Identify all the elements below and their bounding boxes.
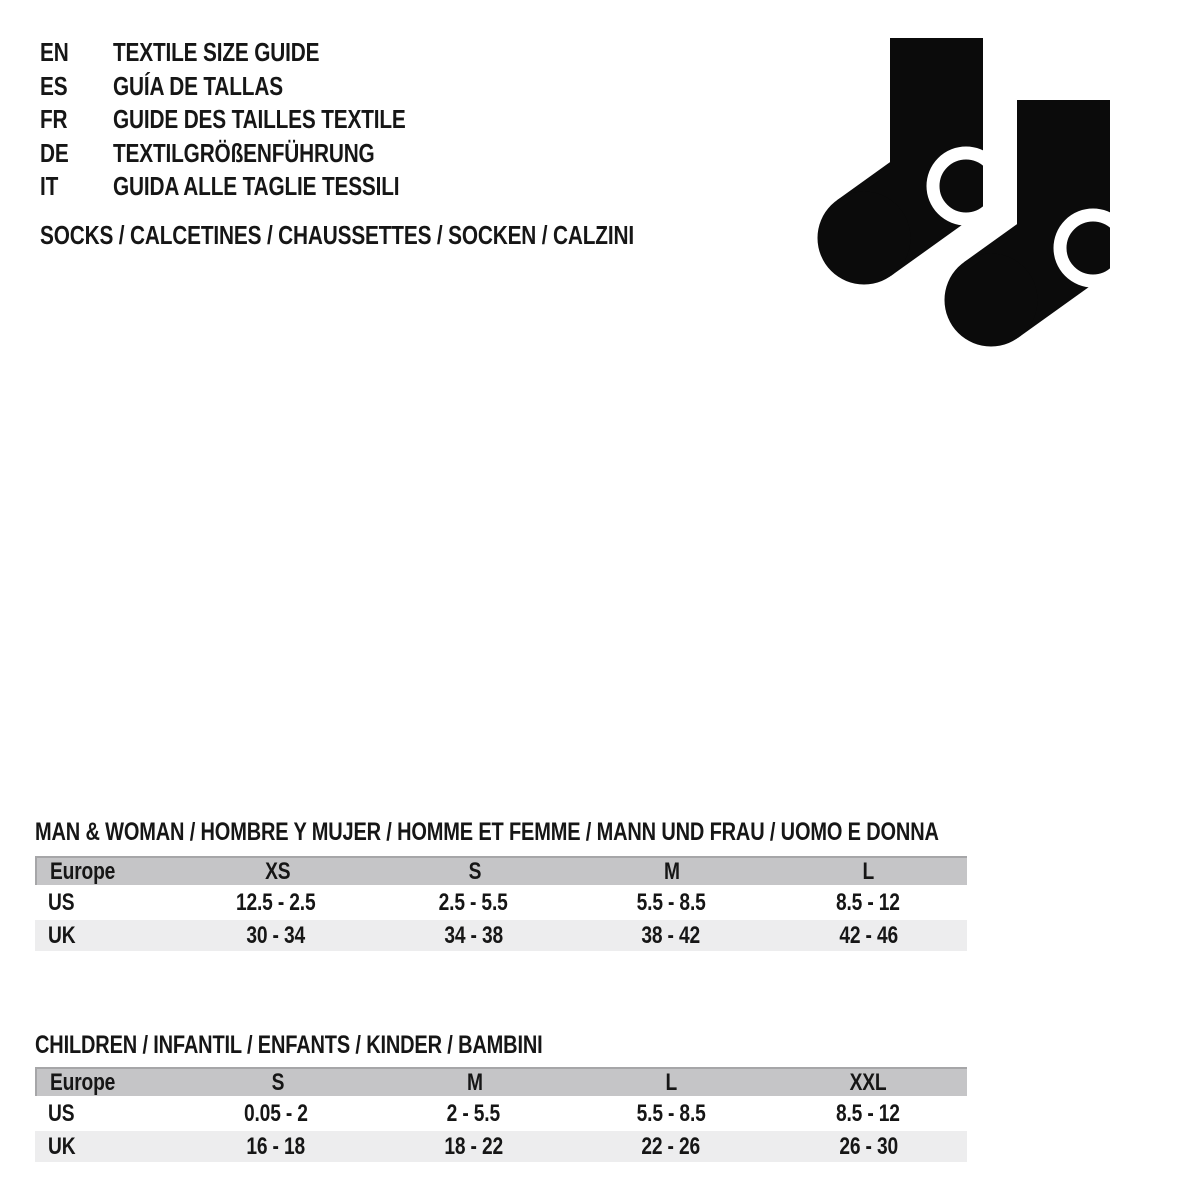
size-value-cell: 38 - 42: [641, 921, 701, 949]
size-value-cell: 5.5 - 8.5: [636, 888, 706, 916]
language-title: GUIDE DES TAILLES TEXTILE: [113, 104, 406, 135]
header-cell-size: XXL: [850, 1068, 887, 1096]
size-value-cell: 34 - 38: [444, 921, 503, 949]
table-header-row: [35, 1067, 967, 1096]
size-value-cell: 5.5 - 8.5: [636, 1099, 706, 1127]
product-category-text: SOCKS / CALCETINES / CHAUSSETTES / SOCKEN / CALZINI: [40, 220, 634, 250]
row-label-cell: US: [48, 888, 75, 916]
language-code-text: DE: [40, 137, 69, 168]
row-label-cell: US: [48, 1099, 75, 1127]
table-title-text: MAN & WOMAN / HOMBRE Y MUJER / HOMME ET FEMME / MANN UND FRAU / UOMO E DONNA: [35, 818, 939, 846]
row-label-cell: UK: [48, 1132, 76, 1160]
language-title: TEXTILE SIZE GUIDE: [113, 37, 320, 68]
language-row-fr: [40, 103, 479, 137]
language-title-list: [40, 36, 479, 204]
size-value-cell: 8.5 - 12: [836, 888, 901, 916]
size-value-cell: 2.5 - 5.5: [438, 888, 508, 916]
row-label-cell: UK: [48, 921, 76, 949]
size-value-cell: 22 - 26: [641, 1132, 701, 1160]
size-value-cell: 8.5 - 12: [836, 1099, 901, 1127]
table-title-man-woman: [35, 818, 1165, 847]
product-category-title: [40, 220, 782, 251]
size-value-cell: 18 - 22: [444, 1132, 503, 1160]
language-code-text: ES: [40, 70, 68, 101]
header-cell-europe: Europe: [50, 857, 116, 885]
size-value-cell: 2 - 5.5: [446, 1099, 501, 1127]
language-row-it: [40, 170, 479, 204]
size-table-children: [35, 1067, 967, 1162]
language-code: [40, 104, 113, 135]
header-cell-size: S: [271, 1068, 284, 1096]
language-row-es: [40, 70, 479, 104]
table-row-uk: [35, 1131, 967, 1162]
table-row-us: [35, 1098, 967, 1129]
header-cell-size: XS: [264, 857, 291, 885]
header-cell-size: L: [665, 1068, 678, 1096]
size-value-cell: 42 - 46: [838, 921, 898, 949]
table-title-text: CHILDREN / INFANTIL / ENFANTS / KINDER / BAMBINI: [35, 1031, 543, 1059]
size-value-cell: 16 - 18: [246, 1132, 306, 1160]
language-row-en: [40, 36, 479, 70]
header-cell-europe: Europe: [50, 1068, 116, 1096]
language-code-text: IT: [40, 171, 59, 202]
header-cell-size: L: [862, 857, 875, 885]
table-title-children: [35, 1031, 669, 1060]
size-table-man-woman: [35, 856, 967, 951]
language-title: TEXTILGRÖßENFÜHRUNG: [113, 137, 375, 168]
header-cell-size: M: [663, 857, 680, 885]
table-row-uk: [35, 920, 967, 951]
language-code: [40, 138, 113, 169]
language-title: GUÍA DE TALLAS: [113, 70, 283, 101]
size-value-cell: 12.5 - 2.5: [236, 888, 316, 916]
language-code-text: FR: [40, 104, 68, 135]
size-value-cell: 30 - 34: [246, 921, 306, 949]
language-row-de: [40, 137, 479, 171]
language-code-text: EN: [40, 37, 69, 68]
socks-icon: [806, 38, 1138, 353]
table-header-row: [35, 856, 967, 885]
language-title: GUIDA ALLE TAGLIE TESSILI: [113, 171, 400, 202]
table-row-us: [35, 887, 967, 918]
header-cell-size: S: [468, 857, 481, 885]
language-code: [40, 37, 113, 68]
language-code: [40, 171, 113, 202]
size-value-cell: 0.05 - 2: [244, 1099, 309, 1127]
size-value-cell: 26 - 30: [838, 1132, 898, 1160]
language-code: [40, 71, 113, 102]
header-cell-size: M: [466, 1068, 483, 1096]
